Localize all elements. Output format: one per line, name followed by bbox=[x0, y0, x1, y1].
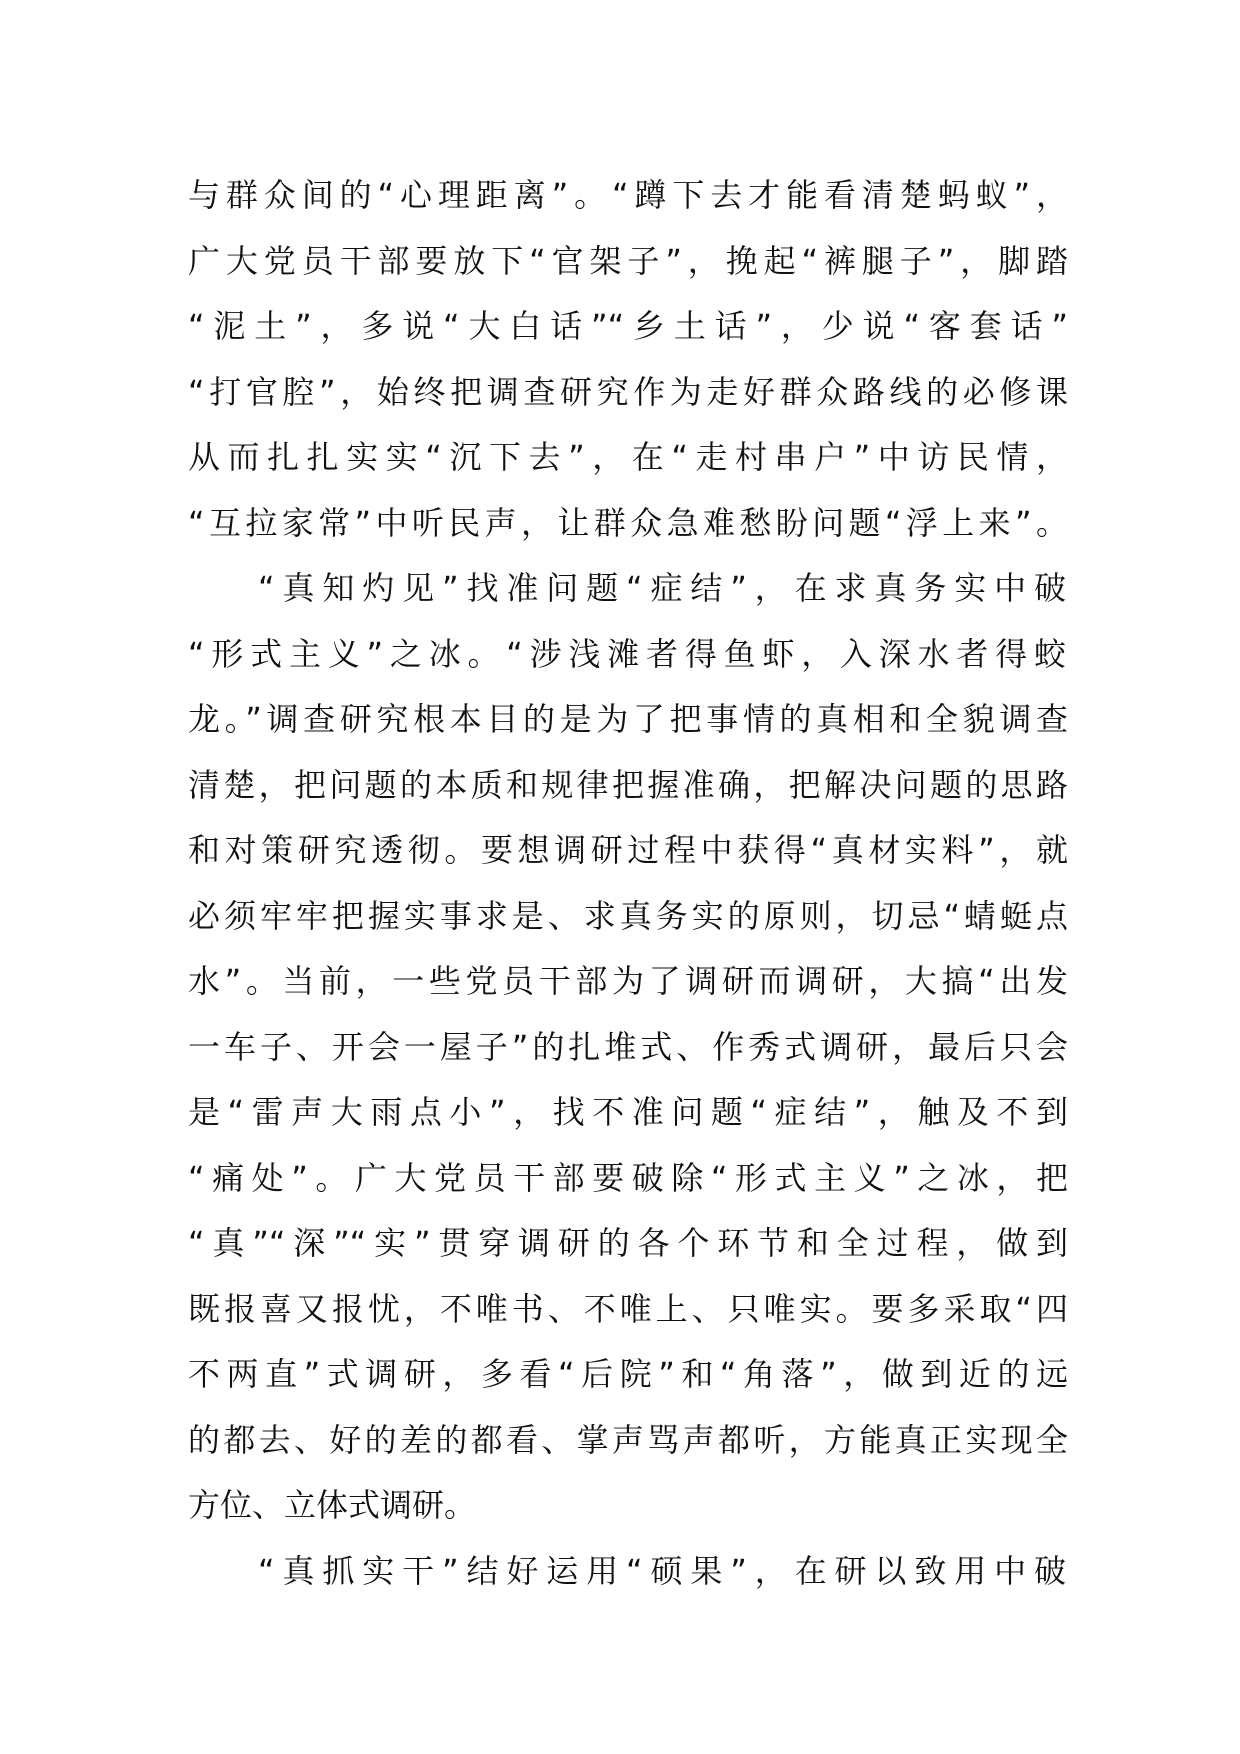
section-heading-line: “真抓实干”结好运用“硕果”，在研以致用中破 bbox=[258, 1551, 1068, 1590]
text-line: 不两直”式调研，多看“后院”和“角落”，做到近的远 bbox=[188, 1355, 1068, 1393]
section-heading-line: “真知灼见”找准问题“症结”，在求真务实中破 bbox=[258, 569, 1068, 607]
text-line: “真”“深”“实”贯穿调研的各个环节和全过程，做到 bbox=[188, 1224, 1068, 1262]
text-line: “互拉家常”中听民声，让群众急难愁盼问题“浮上来”。 bbox=[188, 503, 1068, 542]
text-line: 水”。当前，一些党员干部为了调研而调研，大搞“出发 bbox=[188, 962, 1068, 1000]
text-line: 是“雷声大雨点小”，找不准问题“症结”，触及不到 bbox=[188, 1093, 1068, 1131]
body-text bbox=[188, 163, 1068, 1604]
text-line: 与群众间的“心理距离”。“蹲下去才能看清楚蚂蚁”， bbox=[188, 176, 1068, 214]
text-line: 的都去、好的差的都看、掌声骂声都听，方能真正实现全 bbox=[188, 1420, 1068, 1459]
text-line: 一车子、开会一屋子”的扎堆式、作秀式调研，最后只会 bbox=[188, 1027, 1068, 1066]
text-line: 必须牢牢把握实事求是、求真务实的原则，切忌“蜻蜓点 bbox=[188, 896, 1068, 935]
text-line: 广大党员干部要放下“官架子”，挽起“裤腿子”，脚踏 bbox=[188, 241, 1068, 280]
text-line: 方位、立体式调研。 bbox=[188, 1486, 477, 1524]
text-line: “打官腔”，始终把调查研究作为走好群众路线的必修课 bbox=[188, 372, 1068, 411]
text-line: “泥土”，多说“大白话”“乡土话”，少说“客套话” bbox=[188, 307, 1068, 345]
text-line: “痛处”。广大党员干部要破除“形式主义”之冰，把 bbox=[188, 1158, 1068, 1197]
section-heading-line: “形式主义”之冰。“涉浅滩者得鱼虾，入深水者得蛟 bbox=[188, 634, 1068, 673]
text-line: 既报喜又报忧，不唯书、不唯上、只唯实。要多采取“四 bbox=[188, 1289, 1068, 1328]
text-line: 清楚，把问题的本质和规律把握准确，把解决问题的思路 bbox=[188, 765, 1068, 804]
text-line: 和对策研究透彻。要想调研过程中获得“真材实料”，就 bbox=[188, 831, 1068, 869]
text-line: 龙。”调查研究根本目的是为了把事情的真相和全貌调查 bbox=[188, 700, 1068, 738]
text-line: 从而扎扎实实“沉下去”，在“走村串户”中访民情， bbox=[188, 438, 1068, 476]
